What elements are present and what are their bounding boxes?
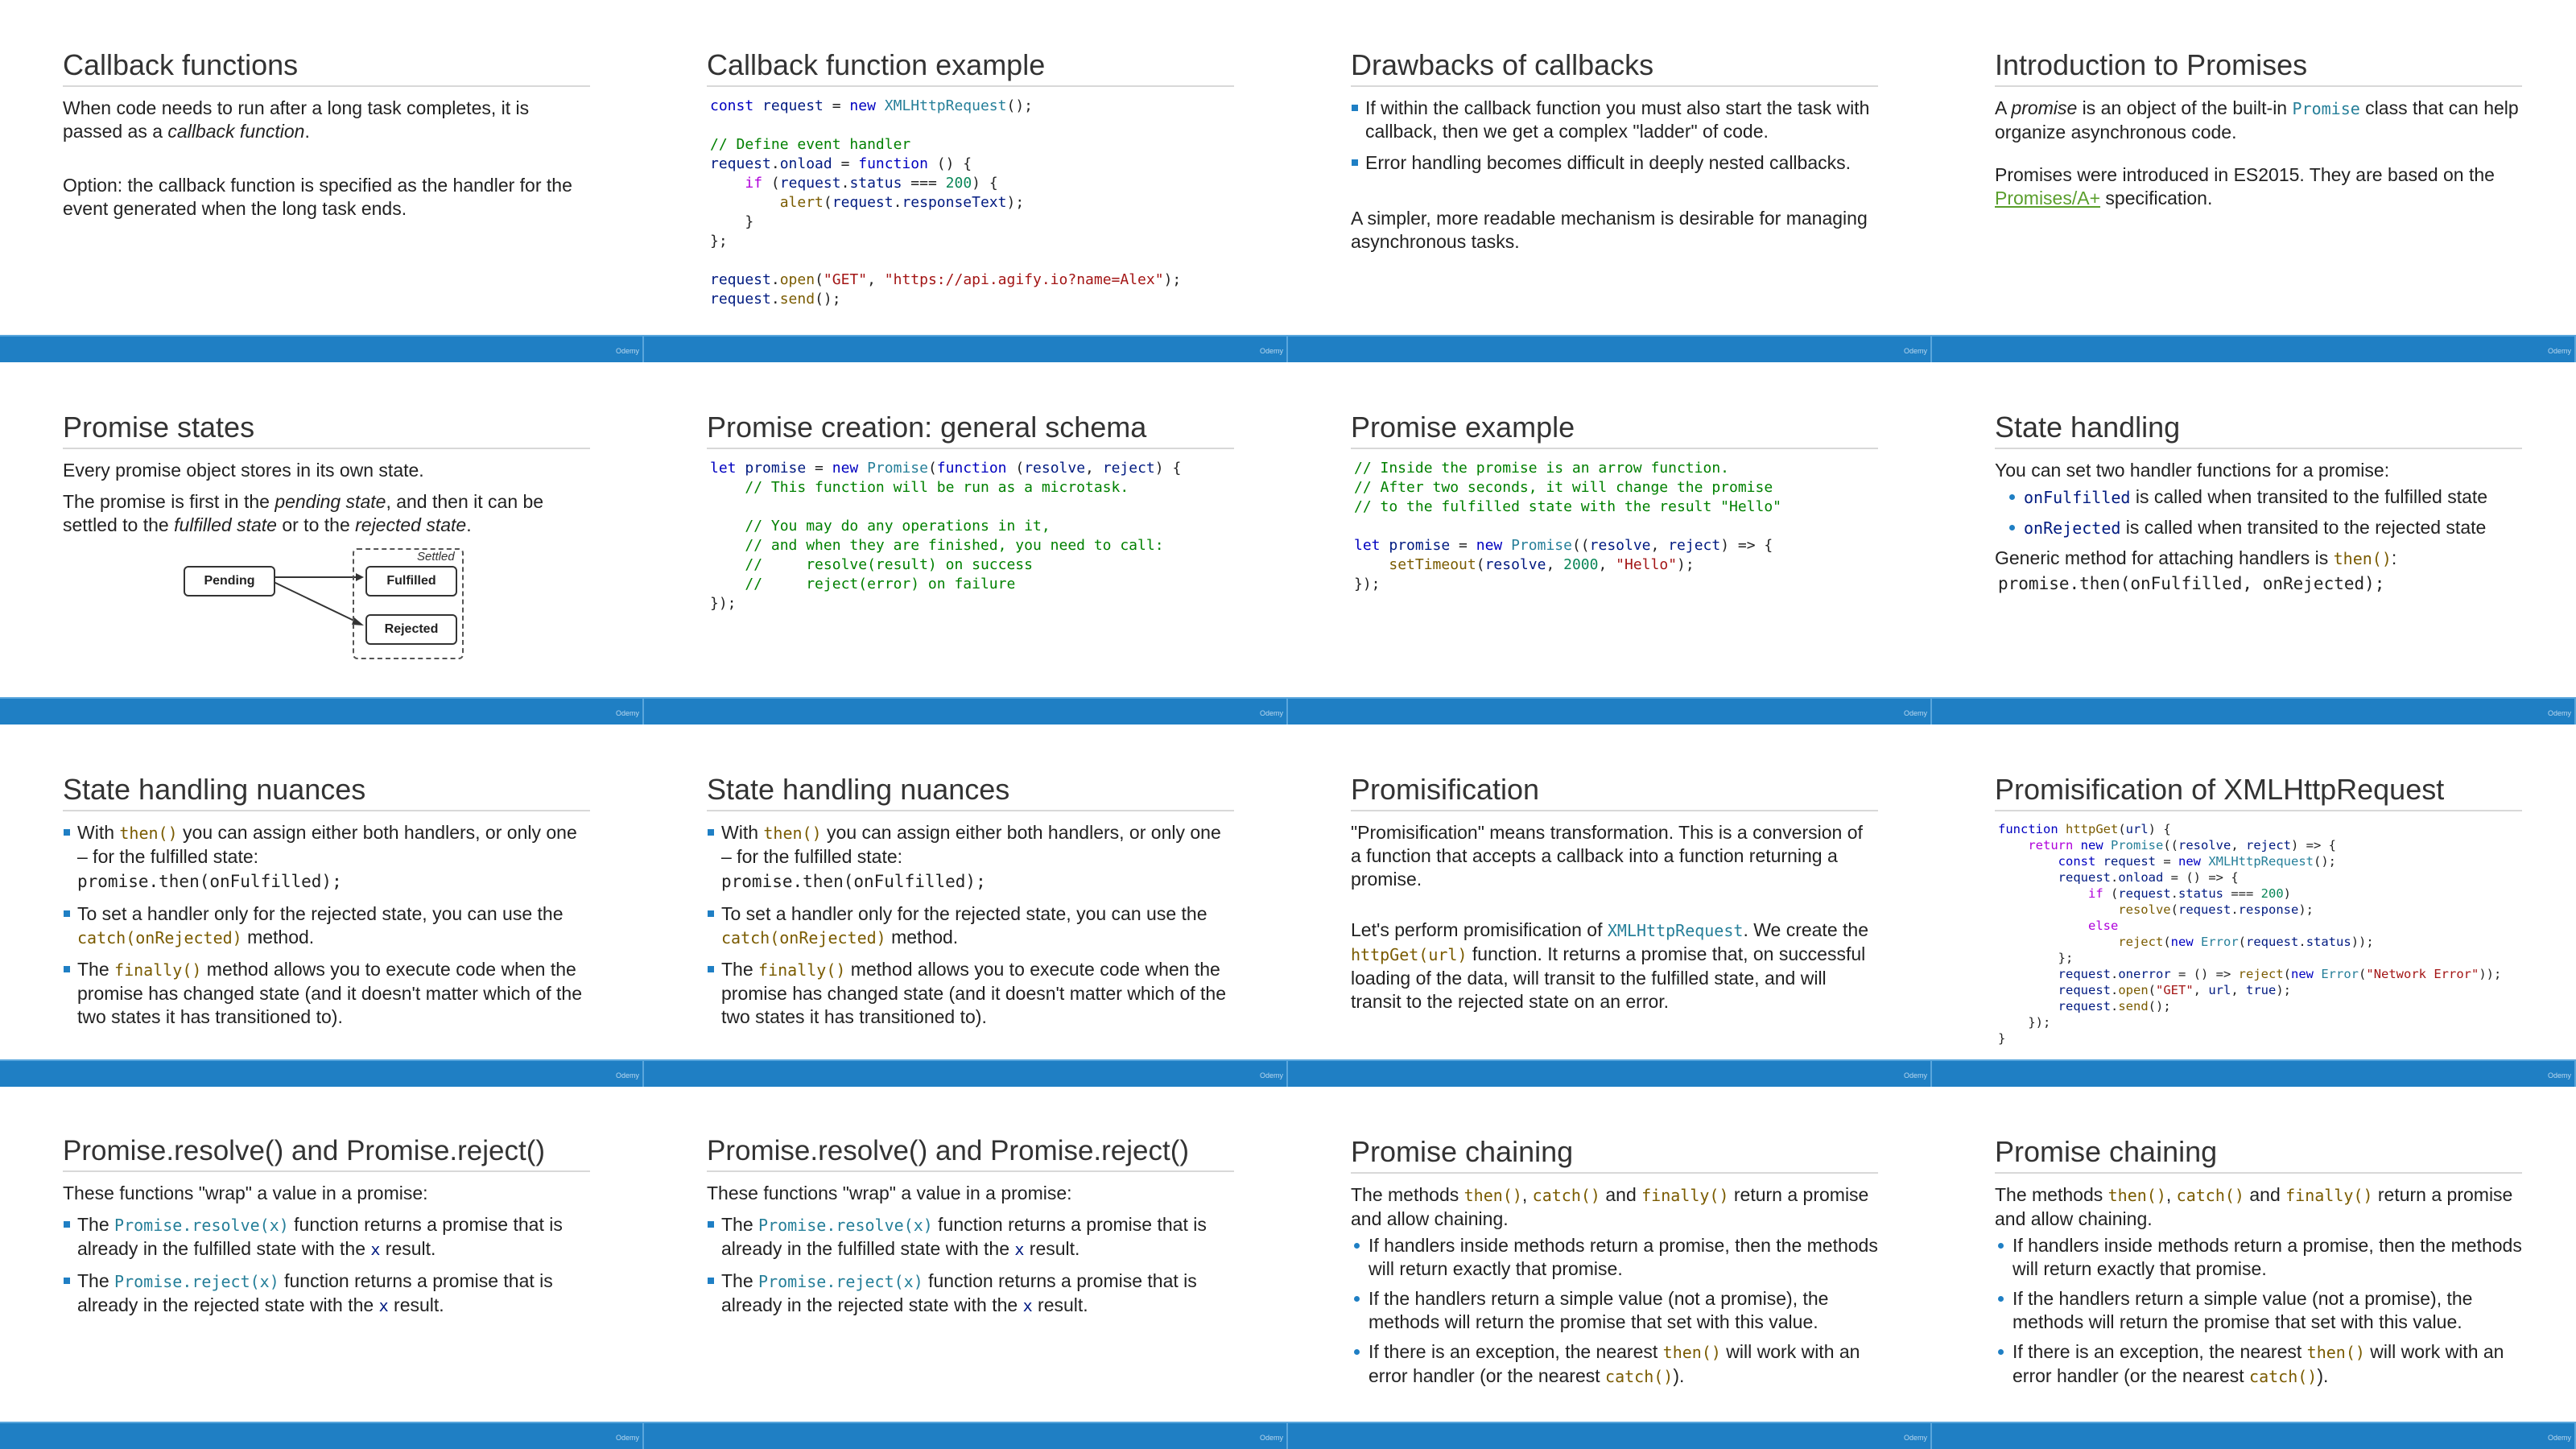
text-run: function. It returns a promise that, on successful loading of the data, will transit to the fulfilled state, and will transit to the rejected state on an error. <box>1351 943 1866 1012</box>
bullet-list <box>707 821 1234 869</box>
inline-code: x <box>1022 1296 1033 1315</box>
slide-content <box>707 1135 1234 1326</box>
slide-footer-bar <box>1932 335 2576 362</box>
footer-watermark: Odemy <box>1259 1071 1283 1080</box>
code-line: promise.then(onFulfilled); <box>721 872 986 891</box>
bullet-item: If handlers inside methods return a promise, then the methods will return exactly that promise. <box>1351 1234 1878 1281</box>
emphasis-text: callback function <box>167 121 305 142</box>
slide-title: State handling <box>1995 411 2522 449</box>
inline-code: httpGet(url) <box>1351 945 1468 964</box>
footer-watermark: Odemy <box>1903 709 1927 717</box>
footer-watermark: Odemy <box>1903 1434 1927 1442</box>
slide-footer-bar <box>0 335 644 362</box>
footer-watermark: Odemy <box>615 347 639 355</box>
bullet-list <box>63 1213 590 1318</box>
inline-code: then() <box>1662 1343 1721 1362</box>
settled-label: Settled <box>417 550 455 564</box>
slide-thumbnail[interactable] <box>0 0 644 362</box>
footer-watermark: Odemy <box>1903 347 1927 355</box>
text-run: method allows you to execute code when the promise has changed state (and it doesn't matter which of the two states it has transitioned to). <box>77 959 583 1027</box>
code-line: function httpGet(url) { <box>1998 822 2171 836</box>
bullet-item <box>63 958 590 1029</box>
text-run: result. <box>1032 1294 1088 1315</box>
slide-paragraph: Option: the callback function is specified as the handler for the event generated when the long task ends. <box>63 175 572 219</box>
code-line: if (request.status === 200) { <box>745 175 998 192</box>
slide-footer-bar <box>1932 697 2576 724</box>
slide-thumbnail[interactable] <box>1288 724 1932 1087</box>
slide-content <box>1351 48 1878 262</box>
footer-watermark: Odemy <box>1259 709 1283 717</box>
slide-title: Promise example <box>1351 411 1878 449</box>
slide-thumbnail[interactable] <box>644 724 1288 1087</box>
text-run: function returns a promise that is already in the rejected state with the <box>721 1270 1197 1315</box>
code-line <box>710 497 1234 517</box>
slide-content <box>1995 48 2522 218</box>
slide-content <box>707 773 1234 1037</box>
inline-code: x <box>378 1296 389 1315</box>
footer-watermark: Odemy <box>2547 709 2571 717</box>
inline-code: then() <box>2306 1343 2365 1362</box>
slide-paragraph <box>1351 1183 1878 1231</box>
text-run: , <box>2165 1184 2177 1205</box>
slide-footer-bar <box>644 1059 1288 1087</box>
text-run: The <box>77 1270 115 1291</box>
code-line: request.send(); <box>710 291 841 308</box>
bullet-item: If handlers inside methods return a promise, then the methods will return exactly that promise. <box>1995 1234 2522 1281</box>
text-run: and <box>2244 1184 2286 1205</box>
text-run: With <box>721 822 764 843</box>
text-run: you can assign either both handlers, or only one – for the fulfilled state: <box>721 822 1221 867</box>
rejected-state-box: Rejected <box>365 614 457 645</box>
text-run: The <box>77 1214 115 1235</box>
text-run: specification. <box>2100 188 2213 208</box>
slide-thumbnail[interactable] <box>1932 362 2576 724</box>
slide-paragraph <box>63 490 590 537</box>
text-run: If there is an exception, the nearest <box>1368 1341 1663 1362</box>
text-run: will work with an error handler (or the nearest <box>2013 1341 2504 1386</box>
bullet-item <box>707 958 1234 1029</box>
footer-watermark: Odemy <box>615 709 639 717</box>
bullet-list <box>2006 485 2522 540</box>
bullet-item <box>2006 516 2522 540</box>
slide-content <box>63 411 590 661</box>
slide-paragraph: These functions "wrap" a value in a promise: <box>707 1183 1072 1203</box>
bullet-item <box>707 902 1234 950</box>
slide-thumbnail[interactable] <box>0 362 644 724</box>
text-run: result. <box>380 1238 436 1259</box>
bullet-item <box>63 1213 590 1261</box>
bullet-item <box>63 902 590 950</box>
slide-thumbnail[interactable] <box>1288 362 1932 724</box>
code-line: let promise = new Promise(function (resolve, reject) { <box>710 460 1182 477</box>
code-line: }); <box>710 595 737 612</box>
inline-code: catch() <box>2249 1367 2318 1386</box>
text-run: When code needs to run after a long task completes, it is passed as a <box>63 97 530 142</box>
code-block <box>707 97 1234 309</box>
text-run: The promise is first in the <box>63 491 275 512</box>
text-run: result. <box>1024 1238 1080 1259</box>
slide-thumbnail[interactable] <box>1288 1087 1932 1449</box>
text-run: is an object of the built-in <box>2077 97 2293 118</box>
bullet-item: If the handlers return a simple value (not a promise), the methods will return the promise that set with this value. <box>1995 1287 2522 1334</box>
code-line: // Define event handler <box>710 136 911 153</box>
text-run: With <box>77 822 120 843</box>
text-run: A <box>1995 97 2012 118</box>
footer-watermark: Odemy <box>1259 347 1283 355</box>
slide-title: Promise creation: general schema <box>707 411 1234 449</box>
text-run: function returns a promise that is already in the rejected state with the <box>77 1270 553 1315</box>
slide-content <box>63 1135 590 1326</box>
code-line: if (request.status === 200) <box>2087 886 2292 901</box>
slide-footer-bar <box>1288 1059 1932 1087</box>
code-line: promise.then(onFulfilled); <box>77 872 342 891</box>
text-run: return a promise and allow chaining. <box>1995 1184 2513 1229</box>
inline-code: then() <box>763 824 822 843</box>
code-line: request.onerror = () => reject(new Error("Network Error")); <box>2058 967 2502 981</box>
code-line: request.send(); <box>2058 999 2171 1013</box>
slide-title: State handling nuances <box>63 773 590 811</box>
pending-state-box: Pending <box>184 566 275 597</box>
slide-title: Promise.resolve() and Promise.reject() <box>707 1135 1234 1172</box>
code-line: resolve(request.response); <box>2118 902 2314 917</box>
code-line: } <box>710 213 754 230</box>
footer-watermark: Odemy <box>2547 1071 2571 1080</box>
footer-watermark: Odemy <box>2547 1434 2571 1442</box>
inline-code: Promise.resolve(x) <box>114 1216 289 1235</box>
slide-footer-bar <box>1288 1422 1932 1449</box>
emphasis-text: fulfilled state <box>174 514 277 535</box>
slide-content <box>1351 773 1878 1022</box>
slide-thumbnail[interactable] <box>1932 0 2576 362</box>
bullet-item <box>1351 1340 1878 1389</box>
slide-thumbnail[interactable] <box>1288 0 1932 362</box>
text-run: return a promise and allow chaining. <box>1351 1184 1869 1229</box>
text-run: : <box>2391 547 2397 568</box>
bullet-item <box>1995 1340 2522 1389</box>
inline-code: catch() <box>1532 1186 1600 1205</box>
slide-title: Promisification of XMLHttpRequest <box>1995 773 2522 811</box>
code-line: }); <box>1354 576 1381 592</box>
slide-title: State handling nuances <box>707 773 1234 811</box>
slide-footer-bar <box>644 697 1288 724</box>
text-run: is called when transited to the fulfilled state <box>2130 486 2488 507</box>
text-run: . We create the <box>1743 919 1868 940</box>
slide-content <box>707 411 1234 613</box>
footer-watermark: Odemy <box>2547 347 2571 355</box>
slide-title: Promise states <box>63 411 590 449</box>
footer-watermark: Odemy <box>615 1434 639 1442</box>
emphasis-text: rejected state <box>355 514 467 535</box>
inline-code: Promise.reject(x) <box>114 1272 279 1291</box>
text-run: . <box>304 121 310 142</box>
slide-content <box>1351 411 1878 594</box>
code-line: }; <box>1998 951 2074 965</box>
slide-title: Promise chaining <box>1995 1135 2522 1174</box>
text-run: is called when transited to the rejected state <box>2120 517 2487 538</box>
bullet-list <box>707 902 1234 1029</box>
slide-thumbnail[interactable] <box>644 1087 1288 1449</box>
slide-content <box>63 773 590 1037</box>
inline-code: Promise.reject(x) <box>758 1272 923 1291</box>
slide-paragraph: A simpler, more readable mechanism is desirable for managing asynchronous tasks. <box>1351 208 1868 252</box>
code-line: // Inside the promise is an arrow function. <box>1354 460 1729 477</box>
text-run: or to the <box>276 514 356 535</box>
text-run: Let's perform promisification of <box>1351 919 1608 940</box>
inline-code: then() <box>1463 1186 1522 1205</box>
code-line: promise.then(onFulfilled, onRejected); <box>1998 574 2385 593</box>
bullet-item <box>707 821 1234 869</box>
slide-title: Callback functions <box>63 48 590 87</box>
code-line: // This function will be run as a microtask. <box>745 479 1129 496</box>
text-run: If there is an exception, the nearest <box>2013 1341 2307 1362</box>
slide-title: Promise.resolve() and Promise.reject() <box>63 1135 590 1172</box>
slide-paragraph: "Promisification" means transformation. This is a conversion of a function that accepts a callback into a function returning a promise. <box>1351 822 1863 890</box>
code-line: else <box>2087 919 2119 933</box>
text-run: The <box>721 959 759 980</box>
inline-code: onRejected <box>2024 518 2121 538</box>
inline-code: then() <box>119 824 178 843</box>
slide-paragraph: Every promise object stores in its own state. <box>63 460 424 481</box>
slide-paragraph: You can set two handler functions for a promise: <box>1995 460 2390 481</box>
inline-code: finally() <box>1641 1186 1729 1205</box>
inline-code: x <box>370 1240 381 1259</box>
text-run: will work with an error handler (or the nearest <box>1368 1341 1860 1386</box>
slide-thumbnail[interactable] <box>644 0 1288 362</box>
slide-thumbnail[interactable] <box>644 362 1288 724</box>
slide-paragraph <box>63 97 590 143</box>
bullet-list <box>1351 97 1878 175</box>
footer-watermark: Odemy <box>615 1071 639 1080</box>
code-line: }); <box>1998 1015 2051 1030</box>
bullet-item <box>707 1269 1234 1318</box>
bullet-list <box>707 1213 1234 1318</box>
text-run: you can assign either both handlers, or only one – for the fulfilled state: <box>77 822 577 867</box>
emphasis-text: promise <box>2011 97 2078 118</box>
inline-code: then() <box>2107 1186 2166 1205</box>
slide-content <box>707 48 1234 309</box>
code-line: // After two seconds, it will change the promise <box>1354 479 1773 496</box>
inline-code: XMLHttpRequest <box>1607 921 1744 940</box>
bullet-list <box>1995 1234 2522 1389</box>
code-line: request.open("GET", url, true); <box>2058 983 2292 997</box>
slide-title: Callback function example <box>707 48 1234 87</box>
spec-link[interactable]: Promises/A+ <box>1995 188 2101 208</box>
slide-footer-bar <box>0 1059 644 1087</box>
inline-code: finally() <box>114 960 202 980</box>
code-line: const request = new XMLHttpRequest(); <box>710 97 1033 114</box>
inline-code: catch(onRejected) <box>77 928 242 947</box>
code-line: const request = new XMLHttpRequest(); <box>2058 854 2336 869</box>
text-run: To set a handler only for the rejected state, you can use the <box>77 903 564 924</box>
slide-paragraph <box>1351 919 1878 1013</box>
code-block <box>1351 459 1878 594</box>
bullet-item: If within the callback function you must also start the task with callback, then we get a complex "ladder" of code. <box>1351 97 1878 143</box>
footer-watermark: Odemy <box>1259 1434 1283 1442</box>
inline-code: finally() <box>758 960 846 980</box>
slide-thumbnail[interactable] <box>0 1087 644 1449</box>
code-line: // reject(error) on failure <box>745 576 1016 592</box>
code-line: alert(request.responseText); <box>779 194 1025 211</box>
text-run: , <box>1521 1184 1533 1205</box>
slide-paragraph <box>1995 1183 2522 1231</box>
inline-code: onFulfilled <box>2024 488 2131 507</box>
text-run: and <box>1600 1184 1642 1205</box>
code-line: return new Promise((resolve, reject) => { <box>2028 838 2337 852</box>
code-block <box>707 459 1234 613</box>
slide-title: Promisification <box>1351 773 1878 811</box>
bullet-item <box>63 821 590 869</box>
text-run: . <box>466 514 472 535</box>
code-line: // resolve(result) on success <box>745 556 1033 573</box>
bullet-list <box>1351 1234 1878 1389</box>
code-line: request.open("GET", "https://api.agify.io?name=Alex"); <box>710 271 1182 288</box>
slide-content <box>1995 773 2522 1046</box>
code-line: request.onload = () => { <box>2058 870 2239 885</box>
slide-footer-bar <box>0 697 644 724</box>
code-line: // to the fulfilled state with the result "Hello" <box>1354 498 1782 515</box>
inline-code: Promise.resolve(x) <box>758 1216 933 1235</box>
slide-paragraph: These functions "wrap" a value in a promise: <box>63 1183 428 1203</box>
slide-content <box>1995 1135 2522 1395</box>
slide-footer-bar <box>644 1422 1288 1449</box>
fulfilled-state-box: Fulfilled <box>365 566 457 597</box>
text-run: The methods <box>1995 1184 2108 1205</box>
text-run: result. <box>388 1294 444 1315</box>
text-run: The methods <box>1351 1184 1464 1205</box>
slide-thumbnail[interactable] <box>1932 724 2576 1087</box>
arrow-to-rejected <box>274 582 357 622</box>
code-line: reject(new Error(request.status)); <box>2118 935 2374 949</box>
code-line <box>1354 517 1878 536</box>
text-run: The <box>721 1270 759 1291</box>
slide-thumbnail[interactable] <box>0 724 644 1087</box>
slide-paragraph <box>1995 163 2522 210</box>
inline-code: catch(onRejected) <box>721 928 886 947</box>
text-run: To set a handler only for the rejected state, you can use the <box>721 903 1208 924</box>
inline-code: then() <box>2333 549 2392 568</box>
text-run: method. <box>242 927 315 947</box>
slide-footer-bar <box>1932 1422 2576 1449</box>
bullet-list <box>63 821 590 869</box>
code-line: }; <box>710 233 728 250</box>
bullet-item <box>707 1213 1234 1261</box>
slide-footer-bar <box>1288 697 1932 724</box>
text-run: function returns a promise that is already in the fulfilled state with the <box>77 1214 563 1259</box>
footer-watermark: Odemy <box>1903 1071 1927 1080</box>
inline-code: Promise <box>2292 99 2360 118</box>
slide-footer-bar <box>0 1422 644 1449</box>
slide-content <box>63 48 590 229</box>
bullet-list <box>63 902 590 1029</box>
slide-content <box>1995 411 2522 605</box>
inline-code: x <box>1014 1240 1025 1259</box>
bullet-item: If the handlers return a simple value (not a promise), the methods will return the promise that set with this value. <box>1351 1287 1878 1334</box>
slide-paragraph <box>1995 97 2522 144</box>
text-run: Generic method for attaching handlers is <box>1995 547 2334 568</box>
text-run: method allows you to execute code when the promise has changed state (and it doesn't matter which of the two states it has transitioned to). <box>721 959 1227 1027</box>
text-run: ). <box>2317 1365 2329 1386</box>
promise-state-diagram <box>184 548 473 661</box>
inline-code: catch() <box>1605 1367 1674 1386</box>
slide-content <box>1351 1135 1878 1395</box>
slide-title: Promise chaining <box>1351 1135 1878 1174</box>
code-line <box>710 251 1234 270</box>
code-line <box>710 116 1234 135</box>
text-run: class that can help organize asynchronous code. <box>1995 97 2519 142</box>
slide-paragraph <box>1995 547 2522 571</box>
code-line: } <box>1998 1031 2006 1046</box>
bullet-item <box>63 1269 590 1318</box>
emphasis-text: pending state <box>275 491 386 512</box>
inline-code: finally() <box>2285 1186 2373 1205</box>
slide-title: Drawbacks of callbacks <box>1351 48 1878 87</box>
text-run: , and then it can be settled to the <box>63 491 544 535</box>
code-line: // and when they are finished, you need to call: <box>745 537 1164 554</box>
text-run: function returns a promise that is already in the fulfilled state with the <box>721 1214 1207 1259</box>
code-line: request.onload = function () { <box>710 155 972 172</box>
text-run: ). <box>1673 1365 1685 1386</box>
text-run: method. <box>886 927 959 947</box>
bullet-item: Error handling becomes difficult in deeply nested callbacks. <box>1351 151 1878 175</box>
code-line: // You may do any operations in it, <box>745 518 1051 535</box>
inline-code: catch() <box>2176 1186 2244 1205</box>
text-run: The <box>77 959 115 980</box>
slide-footer-bar <box>644 335 1288 362</box>
code-line: setTimeout(resolve, 2000, "Hello"); <box>1389 556 1695 573</box>
slide-thumbnail[interactable] <box>1932 1087 2576 1449</box>
text-run: The <box>721 1214 759 1235</box>
text-run: Promises were introduced in ES2015. They are based on the <box>1995 164 2495 185</box>
slide-footer-bar <box>1288 335 1932 362</box>
code-line: let promise = new Promise((resolve, reject) => { <box>1354 537 1773 554</box>
bullet-item <box>2006 485 2522 510</box>
slide-footer-bar <box>1932 1059 2576 1087</box>
code-block <box>1995 821 2522 1046</box>
slide-title: Introduction to Promises <box>1995 48 2522 87</box>
